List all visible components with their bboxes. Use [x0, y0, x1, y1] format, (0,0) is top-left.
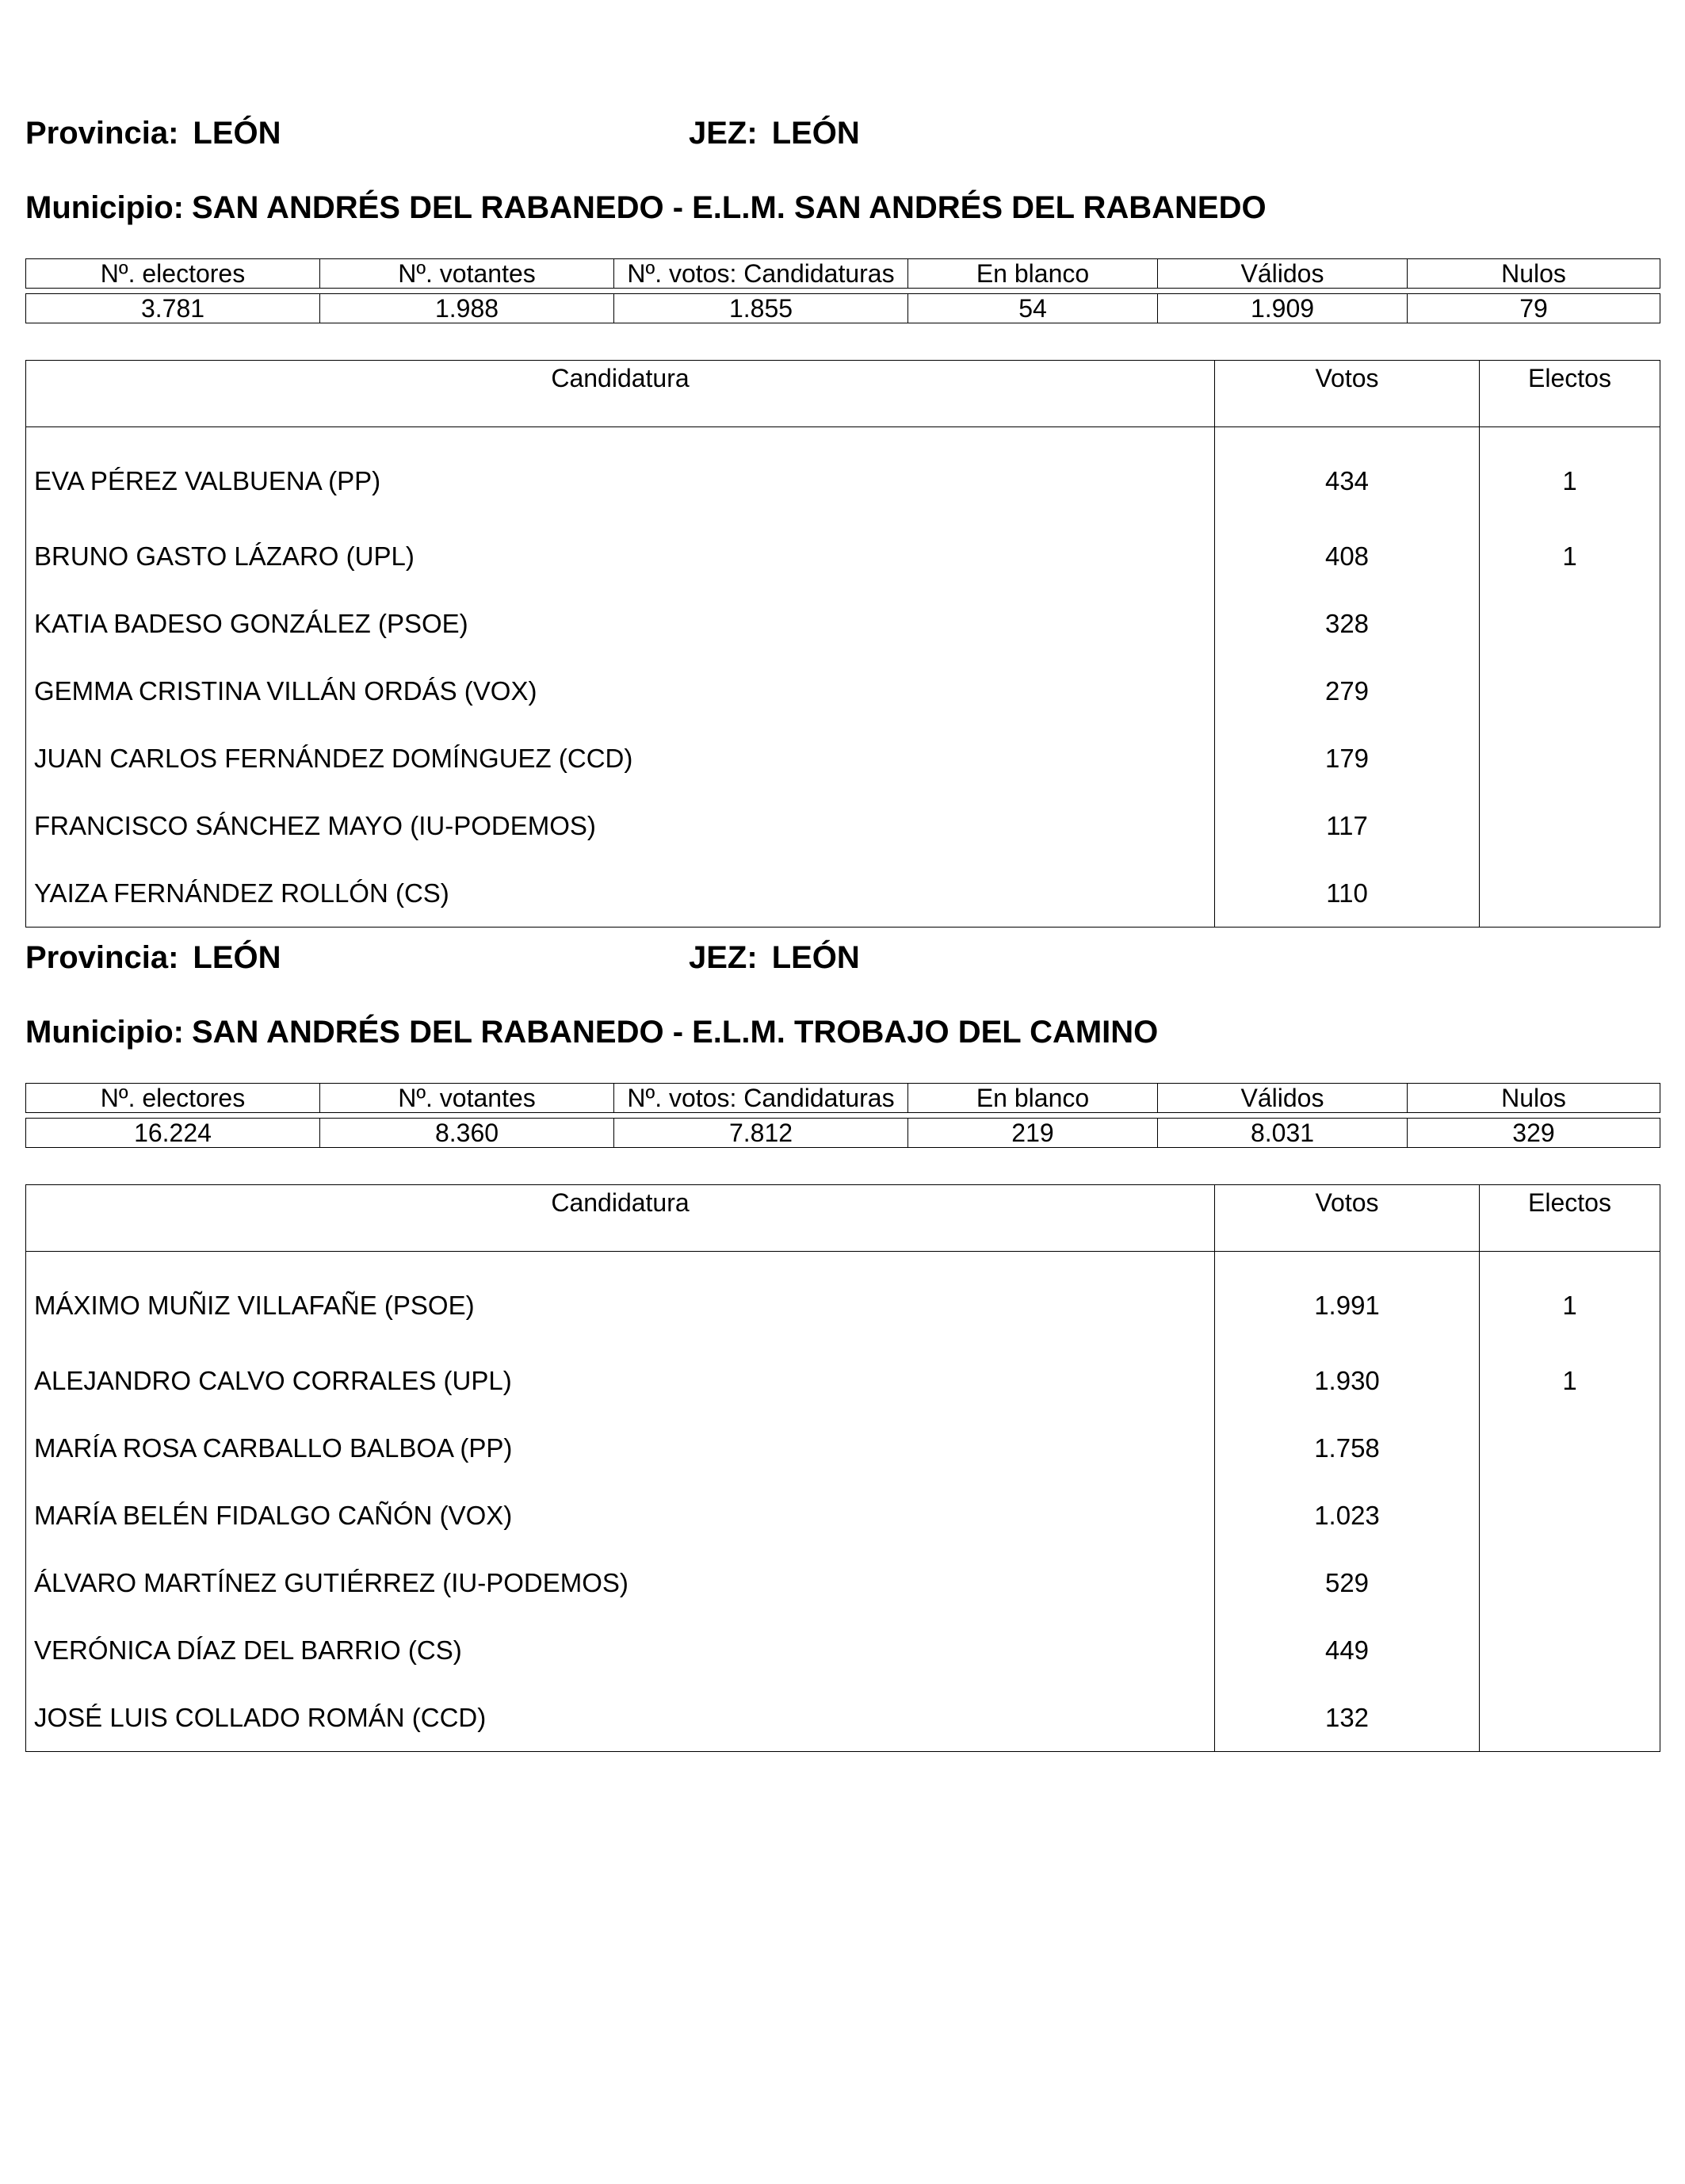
candidate-row: [26, 1684, 1660, 1752]
candidate-electos: 1: [1562, 1291, 1577, 1320]
summary-header: Nº. electores: [26, 259, 320, 289]
candidate-row: [26, 1414, 1660, 1482]
candidate-row: [26, 859, 1660, 928]
col-header-electos: Electos: [1480, 1185, 1660, 1252]
candidate-electos: [1480, 1616, 1660, 1684]
candidate-electos: [1480, 1482, 1660, 1549]
candidate-name: JOSÉ LUIS COLLADO ROMÁN (CCD): [26, 1684, 1215, 1752]
col-header-electos: Electos: [1480, 361, 1660, 427]
jez-value: LEÓN: [771, 116, 860, 151]
jez-label: JEZ:: [689, 940, 758, 975]
candidate-name: GEMMA CRISTINA VILLÁN ORDÁS (VOX): [26, 657, 1215, 725]
summary-table: [25, 258, 1660, 323]
municipio-label: Municipio:: [25, 1015, 184, 1050]
municipio: [25, 1010, 1158, 1054]
summary-value: 79: [1408, 294, 1660, 323]
candidate-votes: 529: [1215, 1549, 1480, 1616]
candidate-votes: 179: [1215, 725, 1480, 792]
provincia-label: Provincia:: [25, 940, 179, 975]
candidate-votes: 132: [1215, 1684, 1480, 1752]
candidates-header-row: [26, 361, 1660, 427]
provincia: [25, 935, 281, 980]
candidate-electos: [1480, 1684, 1660, 1752]
municipio-label: Municipio:: [25, 190, 184, 225]
candidate-electos: [1480, 1549, 1660, 1616]
candidate-name: VERÓNICA DÍAZ DEL BARRIO (CS): [26, 1616, 1215, 1684]
header-row: [25, 111, 1660, 155]
summary-values-row: [26, 1119, 1660, 1148]
candidate-row: [26, 657, 1660, 725]
summary-header: Nº. electores: [26, 1084, 320, 1113]
summary-header: Nº. votos: Candidaturas: [614, 1084, 908, 1113]
jez: [689, 935, 860, 980]
candidate-name: MARÍA BELÉN FIDALGO CAÑÓN (VOX): [26, 1482, 1215, 1549]
candidate-name: ÁLVARO MARTÍNEZ GUTIÉRREZ (IU-PODEMOS): [26, 1549, 1215, 1616]
summary-table: [25, 1083, 1660, 1148]
summary-value: 7.812: [614, 1119, 908, 1148]
candidate-votes: 1.758: [1215, 1414, 1480, 1482]
candidate-name: KATIA BADESO GONZÁLEZ (PSOE): [26, 590, 1215, 657]
candidates-table: [25, 1184, 1660, 1752]
candidate-name: YAIZA FERNÁNDEZ ROLLÓN (CS): [26, 859, 1215, 928]
candidate-row: [26, 1616, 1660, 1684]
candidate-votes: 117: [1215, 792, 1480, 859]
summary-header: Válidos: [1158, 259, 1408, 289]
candidate-electos: 1: [1562, 541, 1577, 571]
candidate-votes: 1.991: [1215, 1252, 1480, 1348]
summary-value: 54: [908, 294, 1158, 323]
summary-value: 8.031: [1158, 1119, 1408, 1148]
header-row: [25, 935, 1660, 980]
municipio-value: SAN ANDRÉS DEL RABANEDO - E.L.M. SAN ANDRÉS DEL RABANEDO: [191, 190, 1267, 225]
candidate-row: [26, 590, 1660, 657]
candidate-row: [26, 1252, 1660, 1348]
candidate-electos: 1: [1562, 1365, 1577, 1395]
summary-header: En blanco: [908, 259, 1158, 289]
candidate-votes: 328: [1215, 590, 1480, 657]
candidate-row: [26, 792, 1660, 859]
candidate-name: JUAN CARLOS FERNÁNDEZ DOMÍNGUEZ (CCD): [26, 725, 1215, 792]
summary-value: 1.909: [1158, 294, 1408, 323]
candidate-votes: 1.023: [1215, 1482, 1480, 1549]
summary-header: Nº. votos: Candidaturas: [614, 259, 908, 289]
candidate-name: MÁXIMO MUÑIZ VILLAFAÑE (PSOE): [26, 1252, 1215, 1348]
candidate-row: [26, 1482, 1660, 1549]
summary-value: 16.224: [26, 1119, 320, 1148]
col-header-candidatura: Candidatura: [26, 361, 1215, 427]
summary-header: Nulos: [1408, 1084, 1660, 1113]
summary-header: En blanco: [908, 1084, 1158, 1113]
candidate-votes: 434: [1215, 427, 1480, 523]
candidate-votes: 110: [1215, 859, 1480, 928]
candidate-name: ALEJANDRO CALVO CORRALES (UPL): [26, 1347, 1215, 1414]
summary-header-row: [26, 259, 1660, 289]
summary-value: 219: [908, 1119, 1158, 1148]
candidate-votes: 279: [1215, 657, 1480, 725]
col-header-votos: Votos: [1215, 1185, 1480, 1252]
col-header-candidatura: Candidatura: [26, 1185, 1215, 1252]
summary-value: 329: [1408, 1119, 1660, 1148]
provincia-value: LEÓN: [193, 116, 281, 151]
municipio: [25, 186, 1267, 230]
jez-label: JEZ:: [689, 116, 758, 151]
jez: [689, 111, 860, 155]
candidate-name: EVA PÉREZ VALBUENA (PP): [26, 427, 1215, 523]
candidate-row: [26, 427, 1660, 523]
candidate-row: [26, 1347, 1660, 1414]
candidate-electos: 1: [1562, 466, 1577, 495]
candidates-table: [25, 360, 1660, 928]
summary-header-row: [26, 1084, 1660, 1113]
candidates-header-row: [26, 1185, 1660, 1252]
candidate-votes: 1.930: [1215, 1347, 1480, 1414]
results-section-1: [25, 111, 1660, 908]
summary-header: Nulos: [1408, 259, 1660, 289]
jez-value: LEÓN: [771, 940, 860, 975]
summary-value: 1.855: [614, 294, 908, 323]
candidate-row: [26, 522, 1660, 590]
candidate-name: FRANCISCO SÁNCHEZ MAYO (IU-PODEMOS): [26, 792, 1215, 859]
summary-value: 3.781: [26, 294, 320, 323]
candidate-row: [26, 725, 1660, 792]
provincia-value: LEÓN: [193, 940, 281, 975]
results-section-2: [25, 935, 1660, 1732]
candidate-electos: [1480, 590, 1660, 657]
summary-header: Válidos: [1158, 1084, 1408, 1113]
summary-value: 1.988: [320, 294, 614, 323]
municipio-value: SAN ANDRÉS DEL RABANEDO - E.L.M. TROBAJO DEL CAMINO: [191, 1015, 1159, 1050]
candidate-electos: [1480, 1414, 1660, 1482]
candidate-electos: [1480, 657, 1660, 725]
candidate-electos: [1480, 792, 1660, 859]
candidate-name: MARÍA ROSA CARBALLO BALBOA (PP): [26, 1414, 1215, 1482]
provincia-label: Provincia:: [25, 116, 179, 151]
candidate-votes: 408: [1215, 522, 1480, 590]
candidate-electos: [1480, 859, 1660, 928]
candidate-name: BRUNO GASTO LÁZARO (UPL): [26, 522, 1215, 590]
col-header-votos: Votos: [1215, 361, 1480, 427]
summary-header: Nº. votantes: [320, 1084, 614, 1113]
summary-values-row: [26, 294, 1660, 323]
summary-header: Nº. votantes: [320, 259, 614, 289]
candidate-votes: 449: [1215, 1616, 1480, 1684]
candidate-electos: [1480, 725, 1660, 792]
summary-value: 8.360: [320, 1119, 614, 1148]
provincia: [25, 111, 281, 155]
candidate-row: [26, 1549, 1660, 1616]
